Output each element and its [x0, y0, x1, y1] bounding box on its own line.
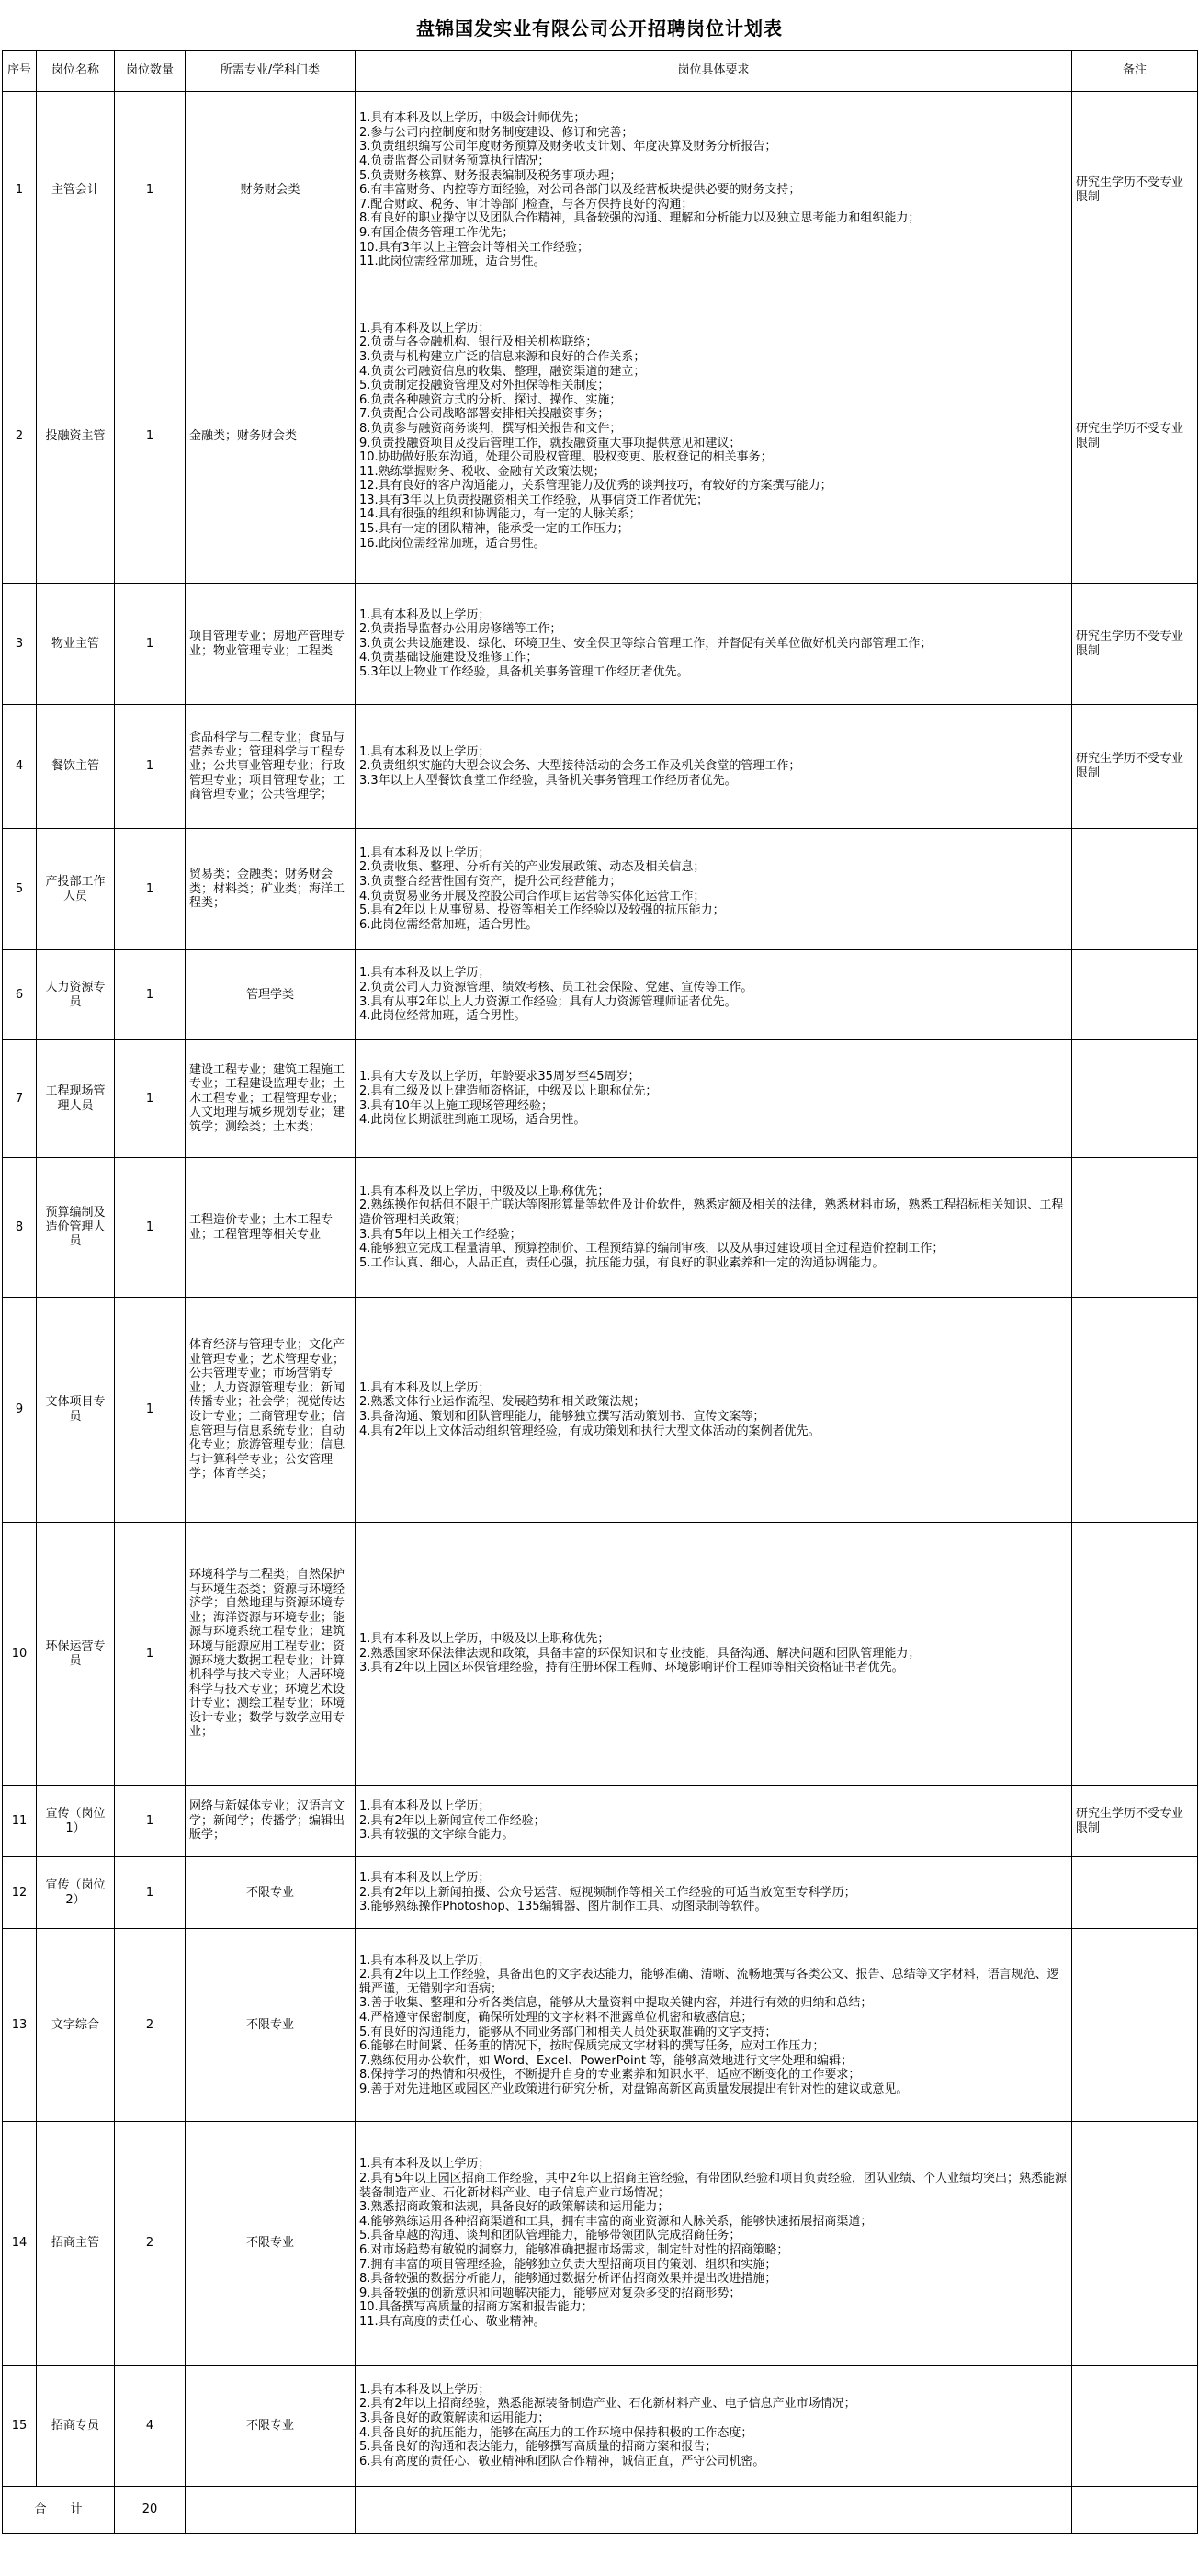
total-empty-requirements	[356, 2487, 1072, 2534]
requirement-line: 2.负责指导监督办公用房修缮等工作；	[359, 622, 562, 637]
requirement-line: 1.具有本科及以上学历；	[359, 1953, 491, 1968]
row-number: 15	[3, 2366, 37, 2487]
requirement-line: 13.具有3年以上负责投融资相关工作经验，从事信贷工作者优先；	[359, 493, 708, 507]
requirement-line: 4.具备良好的抗压能力，能够在高压力的工作环境中保持积极的工作态度；	[359, 2425, 753, 2440]
requirement-line: 3.熟悉招商政策和法规，具备良好的政策解读和运用能力；	[359, 2200, 670, 2215]
requirements-cell	[356, 1857, 1072, 1929]
requirement-line: 5.具备良好的沟通和表达能力，能够撰写高质量的招商方案和报告；	[359, 2440, 718, 2455]
position-count: 1	[115, 1158, 186, 1298]
position-count: 1	[115, 1298, 186, 1523]
row-number: 13	[3, 1929, 37, 2122]
note-cell	[1072, 1929, 1198, 2122]
requirement-line: 2.具有2年以上新闻宣传工作经验；	[359, 1813, 546, 1828]
required-major: 工程造价专业；土木工程专业；工程管理等相关专业	[186, 1158, 356, 1298]
requirement-line: 7.拥有丰富的项目管理经验，能够独立负责大型招商项目的策划、组织和实施；	[359, 2257, 777, 2272]
table-row	[3, 829, 1198, 950]
requirements-cell	[356, 2122, 1072, 2366]
requirement-line: 1.具有本科及以上学历；	[359, 2157, 491, 2172]
requirement-line: 1.具有本科及以上学历；	[359, 607, 491, 622]
requirement-line: 1.具有大专及以上学历，年龄要求35周岁至45周岁；	[359, 1070, 640, 1084]
required-major: 体育经济与管理专业；文化产业管理专业；艺术管理专业；公共管理专业；市场营销专业；人力资源管理专业；新闻传播专业；社会学；视觉传达设计专业；工商管理专业；信息管理与信息系统专业；自动化专业；旅游管理专业；信息与计算科学专业；公安管理学；体育学类；	[186, 1298, 356, 1523]
requirement-line: 1.具有本科及以上学历；	[359, 321, 491, 335]
required-major: 金融类；财务财会类	[186, 289, 356, 584]
requirement-line: 14.具有很强的组织和协调能力，有一定的人脉关系；	[359, 507, 641, 522]
requirement-line: 1.具有本科及以上学历；	[359, 744, 491, 759]
requirement-line: 8.有良好的职业操守以及团队合作精神，具备较强的沟通、理解和分析能力以及独立思考能力和组织能力；	[359, 211, 921, 226]
requirement-line: 6.此岗位需经常加班，适合男性。	[359, 917, 538, 932]
requirement-line: 8.具备较强的数据分析能力，能够通过数据分析评估招商效果并提出改进措施；	[359, 2272, 777, 2287]
position-name: 主管会计	[37, 92, 115, 289]
requirement-line: 2.负责公司人力资源管理、绩效考核、员工社会保险、党建、宣传等工作。	[359, 980, 753, 994]
requirement-line: 3.负责整合经营性国有资产，提升公司经营能力；	[359, 874, 622, 889]
position-count: 1	[115, 1523, 186, 1786]
requirement-line: 3.具有较强的文字综合能力。	[359, 1828, 515, 1843]
table-row	[3, 1523, 1198, 1786]
position-count: 1	[115, 829, 186, 950]
requirement-line: 2.负责收集、整理、分析有关的产业发展政策、动态及相关信息；	[359, 860, 706, 875]
required-major: 财务财会类	[186, 92, 356, 289]
position-name: 餐饮主管	[37, 705, 115, 829]
position-name: 文字综合	[37, 1929, 115, 2122]
note-cell	[1072, 829, 1198, 950]
requirement-line: 6.具有高度的责任心、敬业精神和团队合作精神，诚信正直，严守公司机密。	[359, 2454, 765, 2468]
position-count: 2	[115, 2122, 186, 2366]
row-number: 2	[3, 289, 37, 584]
document-title: 盘锦国发实业有限公司公开招聘岗位计划表	[416, 17, 783, 40]
requirement-line: 2.熟练操作包括但不限于广联达等图形算量等软件及计价软件，熟悉定额及相关的法律，熟悉材料市场，熟悉工程招标相关知识、工程造价管理相关政策；	[359, 1198, 1064, 1227]
requirement-line: 16.此岗位需经常加班，适合男性。	[359, 536, 546, 550]
requirement-line: 11.具有高度的责任心、敬业精神。	[359, 2314, 546, 2329]
requirement-line: 5.负责财务核算、财务报表编制及税务事项办理；	[359, 168, 622, 183]
row-number: 12	[3, 1857, 37, 1929]
required-major: 不限专业	[186, 2366, 356, 2487]
note-cell	[1072, 2366, 1198, 2487]
requirements-cell	[356, 829, 1072, 950]
required-major: 项目管理专业；房地产管理专业；物业管理专业；工程类	[186, 584, 356, 705]
requirements-cell	[356, 1158, 1072, 1298]
requirement-line: 1.具有本科及以上学历；	[359, 1799, 491, 1814]
requirement-line: 1.具有本科及以上学历；	[359, 2382, 491, 2397]
requirement-line: 7.熟练使用办公软件，如 Word、Excel、PowerPoint 等，能够高效地进行文字处理和编辑；	[359, 2053, 854, 2068]
table-row	[3, 950, 1198, 1040]
table-row	[3, 92, 1198, 289]
requirement-line: 3.能够熟练操作Photoshop、135编辑器、图片制作工具、动图录制等软件。	[359, 1900, 767, 1914]
requirement-line: 2.负责与各金融机构、银行及相关机构联络；	[359, 335, 598, 350]
position-name: 人力资源专员	[37, 950, 115, 1040]
requirement-line: 2.具有二级及以上建造师资格证，中级及以上职称优先；	[359, 1084, 658, 1098]
position-name: 环保运营专员	[37, 1523, 115, 1786]
requirements-cell	[356, 1786, 1072, 1857]
total-count: 20	[115, 2487, 186, 2534]
row-number: 4	[3, 705, 37, 829]
required-major: 不限专业	[186, 2122, 356, 2366]
table-row	[3, 1298, 1198, 1523]
requirement-line: 3.具备沟通、策划和团队管理能力，能够独立撰写活动策划书、宣传文案等；	[359, 1410, 765, 1424]
requirement-line: 12.具有良好的客户沟通能力，关系管理能力及优秀的谈判技巧，有较好的方案撰写能力；	[359, 479, 832, 494]
requirement-line: 8.保持学习的热情和积极性，不断提升自身的专业素养和知识水平，适应不断变化的工作要求；	[359, 2068, 861, 2082]
requirement-line: 5.工作认真、细心，人品正直，责任心强，抗压能力强，有良好的职业素养和一定的沟通协调能力。	[359, 1255, 885, 1270]
required-major: 管理学类	[186, 950, 356, 1040]
requirement-line: 2.负责组织实施的大型会议会务、大型接待活动的会务工作及机关食堂的管理工作；	[359, 759, 801, 774]
total-row	[3, 2487, 1198, 2534]
requirement-line: 3.具有10年以上施工现场管理经验；	[359, 1098, 553, 1113]
requirement-line: 9.具备较强的创新意识和问题解决能力，能够应对复杂多变的招商形势；	[359, 2286, 741, 2300]
requirement-line: 2.具有2年以上新闻拍摄、公众号运营、短视频制作等相关工作经验的可适当放宽至专科学历；	[359, 1885, 856, 1900]
header-note: 备注	[1072, 51, 1198, 92]
requirement-line: 9.有国企债务管理工作优先；	[359, 225, 515, 240]
row-number: 7	[3, 1040, 37, 1158]
total-empty-major	[186, 2487, 356, 2534]
position-name: 工程现场管理人员	[37, 1040, 115, 1158]
required-major: 建设工程专业；建筑工程施工专业；工程建设监理专业；土木工程专业；工程管理专业；人文地理与城乡规划专业；建筑学；测绘类；土木类；	[186, 1040, 356, 1158]
position-name: 宣传（岗位1）	[37, 1786, 115, 1857]
header-requirements: 岗位具体要求	[356, 51, 1072, 92]
total-label: 合 计	[3, 2487, 115, 2534]
requirement-line: 2.具有2年以上工作经验，具备出色的文字表达能力，能够准确、清晰、流畅地撰写各类公文、报告、总结等文字材料，语言规范、逻辑严谨，无错别字和语病；	[359, 1968, 1059, 1996]
total-empty-note	[1072, 2487, 1198, 2534]
requirement-line: 3.具备良好的政策解读和运用能力；	[359, 2411, 550, 2425]
requirement-line: 6.能够在时间紧、任务重的情况下，按时保质完成文字材料的撰写任务，应对工作压力；	[359, 2039, 825, 2054]
table-row	[3, 705, 1198, 829]
requirement-line: 4.此岗位长期派驻到施工现场，适合男性。	[359, 1113, 586, 1128]
table-row	[3, 289, 1198, 584]
table-row	[3, 1929, 1198, 2122]
requirement-line: 5.3年以上物业工作经验，具备机关事务管理工作经历者优先。	[359, 664, 689, 679]
requirement-line: 3.负责与机构建立广泛的信息来源和良好的合作关系；	[359, 349, 646, 364]
requirements-cell	[356, 92, 1072, 289]
header-position: 岗位名称	[37, 51, 115, 92]
header-count: 岗位数量	[115, 51, 186, 92]
position-name: 预算编制及造价管理人员	[37, 1158, 115, 1298]
position-count: 1	[115, 950, 186, 1040]
required-major: 不限专业	[186, 1929, 356, 2122]
table-row	[3, 2122, 1198, 2366]
requirements-cell	[356, 1040, 1072, 1158]
requirement-line: 8.负责参与融资商务谈判，撰写相关报告和文件；	[359, 421, 622, 436]
position-count: 4	[115, 2366, 186, 2487]
requirements-cell	[356, 1523, 1072, 1786]
row-number: 1	[3, 92, 37, 289]
requirement-line: 11.熟练掌握财务、税收、金融有关政策法规；	[359, 464, 605, 479]
requirement-line: 2.参与公司内控制度和财务制度建设、修订和完善；	[359, 125, 634, 140]
position-count: 1	[115, 1857, 186, 1929]
requirements-cell	[356, 2366, 1072, 2487]
requirement-line: 4.此岗位经常加班，适合男性。	[359, 1009, 526, 1024]
requirement-line: 1.具有本科及以上学历；	[359, 1380, 491, 1395]
requirement-line: 5.有良好的沟通能力，能够从不同业务部门和相关人员处获取准确的文字支持；	[359, 2025, 777, 2039]
requirements-cell	[356, 584, 1072, 705]
row-number: 14	[3, 2122, 37, 2366]
position-name: 投融资主管	[37, 289, 115, 584]
row-number: 5	[3, 829, 37, 950]
requirements-cell	[356, 289, 1072, 584]
requirement-line: 3.善于收集、整理和分析各类信息，能够从大量资料中提取关键内容，并进行有效的归纳和总结；	[359, 1996, 873, 2011]
table-row	[3, 584, 1198, 705]
requirement-line: 3.具有从事2年以上人力资源工作经验；具有人力资源管理师证者优先。	[359, 994, 737, 1009]
requirement-line: 4.负责基础设施建设及维修工作；	[359, 651, 538, 665]
requirement-line: 4.负责公司融资信息的收集、整理，融资渠道的建立；	[359, 364, 646, 379]
requirement-line: 9.善于对先进地区或园区产业政策进行研究分析，对盘锦高新区高质量发展提出有针对性的建议或意见。	[359, 2082, 909, 2096]
requirement-line: 2.熟悉国家环保法律法规和政策，具备丰富的环保知识和专业技能，具备沟通、解决问题和团队管理能力；	[359, 1646, 921, 1661]
table-row	[3, 1857, 1198, 1929]
requirement-line: 10.协助做好股东沟通，处理公司股权管理、股权变更、股权登记的相关事务；	[359, 450, 773, 465]
requirement-line: 3.负责组织编写公司年度财务预算及财务收支计划、年度决算及财务分析报告；	[359, 140, 777, 154]
requirement-line: 3.具有2年以上园区环保管理经验，持有注册环保工程师、环境影响评价工程师等相关资格证书者优先。	[359, 1661, 904, 1675]
requirement-line: 4.负责监督公司财务预算执行情况；	[359, 154, 550, 169]
requirement-line: 4.负责贸易业务开展及控股公司合作项目运营等实体化运营工作；	[359, 889, 706, 903]
position-count: 1	[115, 92, 186, 289]
position-name: 招商主管	[37, 2122, 115, 2366]
requirement-line: 1.具有本科及以上学历，中级会计师优先；	[359, 111, 586, 126]
requirement-line: 2.具有5年以上园区招商工作经验，其中2年以上招商主管经验，有带团队经验和项目负责经验，团队业绩、个人业绩均突出；熟悉能源装备制造产业、石化新材料产业、电子信息产业市场情况；	[359, 2172, 1067, 2200]
position-name: 产投部工作人员	[37, 829, 115, 950]
requirement-line: 1.具有本科及以上学历；	[359, 966, 491, 981]
requirement-line: 5.负责制定投融资管理及对外担保等相关制度；	[359, 379, 610, 393]
requirement-line: 4.具有2年以上文体活动组织管理经验，有成功策划和执行大型文体活动的案例者优先。	[359, 1424, 820, 1438]
requirement-line: 7.配合财政、税务、审计等部门检查，与各方保持良好的沟通；	[359, 197, 694, 211]
row-number: 11	[3, 1786, 37, 1857]
requirement-line: 6.负责各种融资方式的分析、探讨、操作、实施；	[359, 392, 622, 407]
required-major: 网络与新媒体专业；汉语言文学；新闻学；传播学；编辑出版学；	[186, 1786, 356, 1857]
requirements-cell	[356, 1298, 1072, 1523]
table-row	[3, 1786, 1198, 1857]
table-row	[3, 2366, 1198, 2487]
row-number: 8	[3, 1158, 37, 1298]
requirements-cell	[356, 950, 1072, 1040]
required-major: 环境科学与工程类；自然保护与环境生态类；资源与环境经济学；自然地理与资源环境专业；海洋资源与环境专业；能源与环境系统工程专业；建筑环境与能源应用工程专业；资源环境大数据工程专业；计算机科学与技术专业；人居环境科学与技术专业；环境艺术设计专业；测绘工程专业；环境设计专业；数学与数学应用专业；	[186, 1523, 356, 1786]
requirement-line: 1.具有本科及以上学历；	[359, 1871, 491, 1886]
note-cell: 研究生学历不受专业限制	[1072, 289, 1198, 584]
table-row	[3, 1040, 1198, 1158]
note-cell	[1072, 1298, 1198, 1523]
table-row	[3, 1158, 1198, 1298]
required-major: 不限专业	[186, 1857, 356, 1929]
requirement-line: 4.能够熟练运用各种招商渠道和工具，拥有丰富的商业资源和人脉关系，能够快速拓展招商渠道；	[359, 2214, 873, 2229]
position-name: 宣传（岗位2）	[37, 1857, 115, 1929]
required-major: 食品科学与工程专业；食品与营养专业；管理科学与工程专业；公共事业管理专业；行政管理专业；项目管理专业；工商管理专业；公共管理学；	[186, 705, 356, 829]
position-count: 1	[115, 705, 186, 829]
note-cell: 研究生学历不受专业限制	[1072, 92, 1198, 289]
note-cell: 研究生学历不受专业限制	[1072, 584, 1198, 705]
position-count: 2	[115, 1929, 186, 2122]
requirement-line: 3.负责公共设施建设、绿化、环境卫生、安全保卫等综合管理工作，并督促有关单位做好机关内部管理工作；	[359, 636, 933, 651]
requirement-line: 4.能够独立完成工程量清单、预算控制价、工程预结算的编制审核，以及从事过建设项目全过程造价控制工作；	[359, 1242, 944, 1256]
requirement-line: 1.具有本科及以上学历，中级及以上职称优先；	[359, 1184, 610, 1198]
requirements-cell	[356, 705, 1072, 829]
row-number: 10	[3, 1523, 37, 1786]
requirements-cell	[356, 1929, 1072, 2122]
position-count: 1	[115, 584, 186, 705]
requirement-line: 5.具备卓越的沟通、谈判和团队管理能力，能够带领团队完成招商任务；	[359, 2229, 741, 2243]
note-cell	[1072, 950, 1198, 1040]
requirement-line: 1.具有本科及以上学历，中级及以上职称优先；	[359, 1632, 610, 1647]
table-body	[3, 92, 1198, 2487]
position-name: 招商专员	[37, 2366, 115, 2487]
position-name: 物业主管	[37, 584, 115, 705]
header-no: 序号	[3, 51, 37, 92]
requirement-line: 3.3年以上大型餐饮食堂工作经验，具备机关事务管理工作经历者优先。	[359, 773, 737, 788]
requirement-line: 7.负责配合公司战略部署安排相关投融资事务；	[359, 407, 610, 422]
position-count: 1	[115, 1040, 186, 1158]
requirement-line: 6.对市场趋势有敏锐的洞察力，能够准确把握市场需求，制定针对性的招商策略；	[359, 2243, 789, 2257]
note-cell	[1072, 1857, 1198, 1929]
row-number: 6	[3, 950, 37, 1040]
requirement-line: 10.具有3年以上主管会计等相关工作经验；	[359, 240, 589, 255]
requirement-line: 10.具备撰写高质量的招商方案和报告能力；	[359, 2300, 594, 2315]
position-name: 文体项目专员	[37, 1298, 115, 1523]
requirement-line: 11.此岗位需经常加班，适合男性。	[359, 255, 546, 269]
table-header-row	[3, 51, 1198, 92]
row-number: 3	[3, 584, 37, 705]
note-cell	[1072, 1158, 1198, 1298]
requirement-line: 4.严格遵守保密制度，确保所处理的文字材料不泄露单位机密和敏感信息；	[359, 2010, 753, 2025]
header-major: 所需专业/学科门类	[186, 51, 356, 92]
note-cell: 研究生学历不受专业限制	[1072, 1786, 1198, 1857]
note-cell: 研究生学历不受专业限制	[1072, 705, 1198, 829]
requirement-line: 1.具有本科及以上学历；	[359, 845, 491, 860]
note-cell	[1072, 2122, 1198, 2366]
position-count: 1	[115, 289, 186, 584]
note-cell	[1072, 1523, 1198, 1786]
requirement-line: 9.负责投融资项目及投后管理工作，就投融资重大事项提供意见和建议；	[359, 436, 741, 450]
requirement-line: 2.具有2年以上招商经验，熟悉能源装备制造产业、石化新材料产业、电子信息产业市场情况；	[359, 2397, 856, 2411]
requirement-line: 15.具有一定的团队精神，能承受一定的工作压力；	[359, 522, 629, 537]
recruitment-plan-table	[2, 50, 1198, 2534]
requirement-line: 3.具有5年以上相关工作经验；	[359, 1227, 522, 1242]
requirement-line: 5.具有2年以上从事贸易、投资等相关工作经验以及较强的抗压能力；	[359, 903, 725, 918]
required-major: 贸易类；金融类；财务财会类；材料类；矿业类；海洋工程类；	[186, 829, 356, 950]
requirement-line: 2.熟悉文体行业运作流程、发展趋势和相关政策法规；	[359, 1395, 646, 1410]
row-number: 9	[3, 1298, 37, 1523]
note-cell	[1072, 1040, 1198, 1158]
requirement-line: 6.有丰富财务、内控等方面经验，对公司各部门以及经营板块提供必要的财务支持；	[359, 183, 801, 198]
position-count: 1	[115, 1786, 186, 1857]
